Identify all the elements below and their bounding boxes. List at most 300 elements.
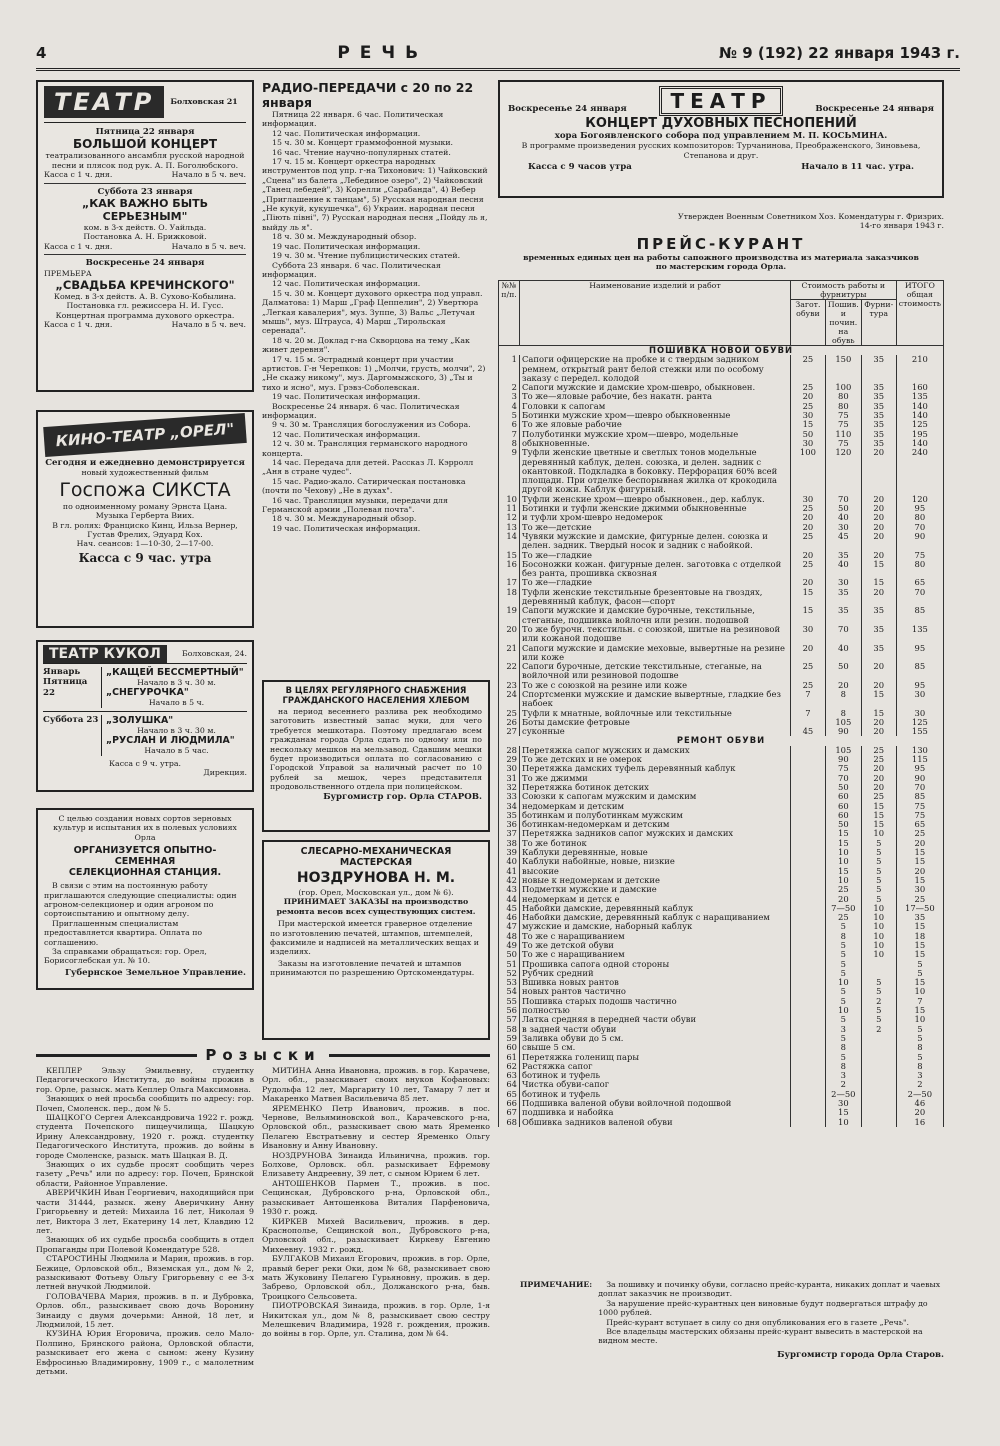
- row-posh: 50: [825, 820, 861, 829]
- film-title: Госпожа СИКСТА: [59, 478, 231, 501]
- row-zag: [790, 895, 825, 904]
- row-name: То же ботинок: [520, 839, 791, 848]
- row-name: То же с наращиванием: [520, 932, 791, 941]
- row-furn: 10: [861, 932, 896, 941]
- concert-logo: ТЕАТР: [659, 86, 782, 116]
- fri-date: Пятница 22 января: [95, 127, 195, 137]
- seed-sign: Губернское Земельное Управление.: [65, 967, 246, 978]
- row-total: 3: [896, 1071, 943, 1080]
- row-num: 49: [499, 941, 520, 950]
- row-zag: [790, 922, 825, 931]
- row-name: в задней части обуви: [520, 1025, 791, 1034]
- issue-line: № 9 (192) 22 января 1943 г.: [719, 44, 960, 62]
- radio-item: Суббота 23 января. 6 час. Политическая информация.: [262, 260, 441, 279]
- price-table: [498, 280, 944, 1127]
- row-num: 17: [499, 578, 520, 587]
- row-name: высокие: [520, 867, 791, 876]
- row-posh: 35: [825, 588, 861, 607]
- page-number: 4: [36, 44, 47, 62]
- row-posh: 5: [825, 1034, 861, 1043]
- radio-item: 15 ч. 30 м. Концерт духового оркестра под управл. Далматова: 1) Марш „Граф Цеппелин", 2) Увертюра „Легкая кавалерия", муз. Зуппе, 3) Вальс „Летучая мышь", муз. Штрауса, 4) Марш „Тирольская серенада".: [262, 288, 483, 336]
- row-zag: 30: [790, 411, 825, 420]
- th-total: ИТОГО общая стоимость: [896, 281, 943, 346]
- row-name: свыше 5 см.: [520, 1043, 791, 1052]
- sun-premiere: ПРЕМЬЕРА: [44, 268, 92, 278]
- row-num: 18: [499, 588, 520, 607]
- row-num: 20: [499, 625, 520, 644]
- row-name: Сапоги мужские и дамские меховые, вывертные на резине или коже: [520, 644, 791, 663]
- row-furn: [861, 1062, 896, 1071]
- row-num: 13: [499, 523, 520, 532]
- row-posh: 70: [825, 774, 861, 783]
- radio-title: РАДИО-ПЕРЕДАЧИ с 20 по 22 января: [262, 80, 474, 110]
- row-total: 135: [896, 392, 943, 401]
- mechanic-line1: СЛЕСАРНО-МЕХАНИЧЕСКАЯ МАСТЕРСКАЯ: [300, 846, 452, 868]
- price-notes: [520, 1280, 944, 1360]
- row-name: То же—гладкие: [520, 578, 791, 587]
- row-zag: 7: [790, 690, 825, 709]
- price-row: [499, 532, 944, 551]
- row-furn: 20: [861, 551, 896, 560]
- row-furn: 15: [861, 811, 896, 820]
- price-note: Все владельцы мастерских обязаны прейс-курант вывесить в мастерской на видном месте.: [598, 1327, 923, 1346]
- row-furn: 20: [861, 523, 896, 532]
- row-posh: 5: [825, 960, 861, 969]
- price-row: [499, 560, 944, 579]
- price-row: [499, 662, 944, 681]
- row-total: 18: [896, 932, 943, 941]
- row-name: Вшивка новых рантов: [520, 978, 791, 987]
- wanted-item: ПИОТРОВСКАЯ Зинаида, прожив. в гор. Орле, 1-я Никитская ул., дом № 8, разыскивает свою сестру Мелешкевич Владимира, 1928 г. рождения, прожив. до войны в гор. Орле, ул. Сталина, дом № 64.: [262, 1301, 490, 1339]
- row-zag: 30: [790, 625, 825, 644]
- row-total: 8: [896, 1062, 943, 1071]
- row-posh: 2—50: [825, 1090, 861, 1099]
- row-num: 46: [499, 913, 520, 922]
- row-total: 120: [896, 495, 943, 504]
- row-total: 20: [896, 1108, 943, 1117]
- row-furn: 5: [861, 885, 896, 894]
- row-total: 70: [896, 523, 943, 532]
- row-name: Чистка обуви-сапог: [520, 1080, 791, 1089]
- puppet-day: Январь Пятница 22: [43, 667, 88, 698]
- radio-item: 9 ч. 30 м. Трансляция богослужения из Собора.: [272, 420, 471, 430]
- row-zag: [790, 1034, 825, 1043]
- row-zag: [790, 978, 825, 987]
- row-total: 90: [896, 532, 943, 551]
- row-posh: 30: [825, 1099, 861, 1108]
- row-total: 140: [896, 439, 943, 448]
- row-furn: [861, 960, 896, 969]
- row-furn: 2: [861, 1025, 896, 1034]
- wanted-item: Знающих о их судьбе просят сообщить через газету „Речь" или по адресу: гор. Почеп, Брянской области, Районное Управление.: [36, 1160, 254, 1188]
- row-zag: [790, 774, 825, 783]
- row-zag: 100: [790, 448, 825, 494]
- row-furn: 35: [861, 411, 896, 420]
- row-name: Полуботинки мужские хром—шевро, модельные: [520, 430, 791, 439]
- row-num: 10: [499, 495, 520, 504]
- row-furn: 35: [861, 355, 896, 383]
- radio-item: 19 ч. 30 м. Чтение публицистических статей.: [272, 251, 461, 261]
- cinema-desc1: по одноименному роману Эрнста Цана.: [62, 501, 228, 511]
- row-num: 58: [499, 1025, 520, 1034]
- puppet-shows: [101, 715, 247, 756]
- row-posh: 50: [825, 783, 861, 792]
- row-furn: 20: [861, 774, 896, 783]
- row-zag: 20: [790, 513, 825, 522]
- row-furn: 15: [861, 820, 896, 829]
- row-posh: 10: [825, 1006, 861, 1015]
- row-num: 41: [499, 867, 520, 876]
- row-zag: [790, 867, 825, 876]
- row-furn: 10: [861, 904, 896, 913]
- row-zag: [790, 1080, 825, 1089]
- sun-cash: Касса с 1 ч. дня.: [44, 320, 113, 330]
- row-num: 21: [499, 644, 520, 663]
- row-furn: 10: [861, 950, 896, 959]
- fri-start: Начало в 5 ч. веч.: [171, 170, 246, 180]
- puppet-theatre-ad: [36, 640, 254, 792]
- row-zag: 25: [790, 532, 825, 551]
- row-name: ботинок и туфель: [520, 1071, 791, 1080]
- row-name: Босоножки кожан. фигурные делен. заготовка с отделкой без ранта, прошивка сквозная: [520, 560, 791, 579]
- row-zag: [790, 904, 825, 913]
- row-total: 130: [896, 746, 943, 755]
- row-name: суконные: [520, 727, 791, 736]
- row-posh: 60: [825, 811, 861, 820]
- row-posh: 30: [825, 523, 861, 532]
- row-furn: 20: [861, 513, 896, 522]
- row-name: Обшивка задников валеной обуви: [520, 1118, 791, 1127]
- row-zag: [790, 755, 825, 764]
- mechanic-addr: (гор. Орел, Московская ул., дом № 6).: [298, 888, 454, 897]
- row-name: То же—яловые рабочие, без накатн. ранта: [520, 392, 791, 401]
- price-section-title: РЕМОНТ ОБУВИ: [499, 736, 944, 745]
- seed-p1: В связи с этим на постоянную работу приглашаются следующие специалисты: один агроном-селекционер и один агроном по сортоиспытанию и опытному делу.: [44, 881, 237, 919]
- bread-sign: Бургомистр гор. Орла СТАРОВ.: [323, 791, 482, 802]
- price-row: [499, 448, 944, 494]
- row-furn: 20: [861, 783, 896, 792]
- row-total: 30: [896, 690, 943, 709]
- row-posh: 110: [825, 430, 861, 439]
- price-row: [499, 690, 944, 709]
- row-furn: 15: [861, 560, 896, 579]
- row-zag: [790, 987, 825, 996]
- row-posh: 10: [825, 876, 861, 885]
- row-name: Пошивка старых подошв частично: [520, 997, 791, 1006]
- row-num: 55: [499, 997, 520, 1006]
- row-num: 43: [499, 885, 520, 894]
- row-posh: 40: [825, 513, 861, 522]
- row-name: Сапоги мужские и дамские хром-шевро, обыкновен.: [520, 383, 791, 392]
- row-num: 27: [499, 727, 520, 736]
- concert-left-date: Воскресенье 24 января: [508, 104, 627, 114]
- row-posh: 40: [825, 644, 861, 663]
- row-furn: 15: [861, 578, 896, 587]
- price-row: [499, 1118, 944, 1127]
- row-furn: 20: [861, 504, 896, 513]
- row-num: 65: [499, 1090, 520, 1099]
- wanted-item: АВЕРИЧКИН Иван Георгиевич, находящийся при части 31444, разыск. жену Аверичкину Анну Григорьевну и детей: Михаила 16 лет, Николая 9 лет, Виктора 3 лет, Екатерину 14 лет, Клавдию 12 лет.: [36, 1188, 254, 1235]
- row-num: 31: [499, 774, 520, 783]
- row-num: 24: [499, 690, 520, 709]
- theatre-address: Болховская 21: [170, 97, 238, 107]
- row-name: Ботинки мужские хром—шевро обыкновенные: [520, 411, 791, 420]
- row-zag: [790, 746, 825, 755]
- row-num: 33: [499, 792, 520, 801]
- sat-title: „КАК ВАЖНО БЫТЬ СЕРЬЕЗНЫМ": [82, 197, 208, 224]
- price-approved: Утвержден Военным Советником Хоз. Комендатуры г. Фризрих.: [678, 212, 944, 221]
- price-section-title: ПОШИВКА НОВОЙ ОБУВИ: [499, 346, 944, 356]
- row-posh: 50: [825, 504, 861, 513]
- row-total: 17—50: [896, 904, 943, 913]
- row-total: 15: [896, 941, 943, 950]
- row-furn: [861, 1043, 896, 1052]
- wanted-item: Знающих о ней просьба сообщить по адресу: гор. Почеп, Смоленск. пер., дом № 5.: [36, 1094, 254, 1113]
- price-table-wrap: [498, 280, 944, 1270]
- puppet-show-time: Начало в 3 ч. 30 м.: [137, 678, 216, 687]
- row-furn: [861, 1080, 896, 1089]
- radio-item: 12 час. Политическая информация.: [272, 429, 421, 439]
- row-furn: 5: [861, 848, 896, 857]
- radio-item: Пятница 22 января. 6 час. Политическая информация.: [262, 110, 444, 129]
- row-zag: [790, 848, 825, 857]
- puppet-show-time: Начало в 3 ч. 30 м.: [137, 725, 216, 735]
- masthead: [36, 38, 960, 71]
- row-zag: [790, 783, 825, 792]
- price-row: [499, 606, 944, 625]
- row-furn: [861, 1071, 896, 1080]
- row-num: 12: [499, 513, 520, 522]
- row-posh: 80: [825, 402, 861, 411]
- row-zag: [790, 913, 825, 922]
- mechanic-p2: Заказы на изготовление печатей и штампов принимаются по разрешению Ортскомендатуры.: [270, 958, 475, 978]
- row-name: новые к недомеркам и детские: [520, 876, 791, 885]
- row-name: То же детских и не омерок: [520, 755, 791, 764]
- row-num: 32: [499, 783, 520, 792]
- row-zag: [790, 1015, 825, 1024]
- row-zag: 15: [790, 606, 825, 625]
- row-num: 29: [499, 755, 520, 764]
- wanted-item: ЯРЕМЕНКО Петр Иванович, прожив. в пос. Чернове, Вельяминовской вол., Карачевского р-на, Орловской обл., разыскивает свою мать Яременко Пелагею Евстратьевну и сестер Яременко Ольгу Ивановну и Анну Ивановну.: [262, 1103, 490, 1151]
- row-name: мужские и дамские, наборный каблук: [520, 922, 791, 931]
- sun-title: „СВАДЬБА КРЕЧИНСКОГО": [55, 278, 235, 293]
- row-name: ботинкам-недомеркам и детским: [520, 820, 791, 829]
- row-zag: [790, 1043, 825, 1052]
- row-name: Боты дамские фетровые: [520, 718, 791, 727]
- row-zag: 20: [790, 644, 825, 663]
- row-name: полностью: [520, 1006, 791, 1015]
- row-zag: [790, 950, 825, 959]
- row-num: 61: [499, 1053, 520, 1062]
- row-num: 68: [499, 1118, 520, 1127]
- row-num: 3: [499, 392, 520, 401]
- cinema-sessions: Нач. сеансов: 1—10-30, 2—17-00.: [76, 539, 214, 549]
- row-posh: 90: [825, 727, 861, 736]
- concert-right-date: Воскресенье 24 января: [815, 104, 934, 114]
- price-note: Прейс-курант вступает в силу со дня опубликования его в газете „Речь".: [606, 1317, 910, 1327]
- row-name: Каблуки набойные, новые, низкие: [520, 857, 791, 866]
- row-name: Набойки дамские, деревянный каблук с наращиванием: [520, 913, 791, 922]
- row-furn: 20: [861, 764, 896, 773]
- puppet-show-time: Начало в 5 час.: [144, 746, 209, 756]
- row-zag: [790, 829, 825, 838]
- row-posh: 35: [825, 606, 861, 625]
- row-furn: 35: [861, 625, 896, 644]
- cinema-ad: [36, 410, 254, 628]
- row-num: 23: [499, 681, 520, 690]
- radio-item: 15 час. Радио-жало. Сатирическая постановка (почти по Чехову) „Не в духах".: [262, 476, 466, 496]
- row-num: 36: [499, 820, 520, 829]
- row-name: Туфли женские текстильные брезентовые на гвоздях, деревянный каблук, фасон—спорт: [520, 588, 791, 607]
- theatre-logo: ТЕАТР: [44, 86, 164, 118]
- concert-title: КОНЦЕРТ ДУХОВНЫХ ПЕСНОПЕНИЙ: [585, 116, 857, 131]
- row-name: ботинок и туфель: [520, 1090, 791, 1099]
- row-total: 7: [896, 997, 943, 1006]
- row-posh: 75: [825, 439, 861, 448]
- row-posh: 75: [825, 420, 861, 429]
- row-furn: 35: [861, 420, 896, 429]
- wanted-item: КЕПЛЕР Эльзу Эмильевну, студентку Педагогического Института, до войны прожив в гор. Орле, разыск. мать Кеплер Ольга Максимовна.: [36, 1066, 254, 1094]
- wanted-item: Знающих об их судьбе просьба сообщить в отдел Пропаганды при Полевой Комендатуре 528.: [36, 1235, 254, 1254]
- radio-items: [262, 110, 490, 533]
- row-posh: 5: [825, 1015, 861, 1024]
- row-total: 5: [896, 1053, 943, 1062]
- cinema-line2: новый художественный фильм: [81, 468, 209, 478]
- row-total: 30: [896, 885, 943, 894]
- row-zag: 30: [790, 495, 825, 504]
- row-posh: 90: [825, 755, 861, 764]
- bread-text: на период весеннего разлива рек необходимо заготовить известный запас муки, для чего требуется мешкотара. Поэтому предлагаю всем гражданам города Орла сдать по одному или по нескольку мешков на мельзавод. Сдавшим мешки будет производиться оплата по согласованию с Городской Управой за наличный расчет по 10 рублей за мешок, через представителя продовольственного отдела при полицейском.: [270, 707, 482, 792]
- row-num: 8: [499, 439, 520, 448]
- row-num: 60: [499, 1043, 520, 1052]
- row-furn: [861, 1099, 896, 1108]
- row-name: Туфли женские цветные и светлых тонов модельные деревянный каблук, делен. союзка, и делен. задник с окантовкой. Подкладка в боковку. Перфорация 60% всей площади. При отделке беспорывная жилка от крокодила другой кожи. Каблук фигурный.: [520, 448, 791, 494]
- seed-intro: С целью создания новых сортов зерновых культур и испытания их в полевых условиях Орла: [53, 814, 237, 842]
- row-posh: 3: [825, 1025, 861, 1034]
- row-zag: [790, 764, 825, 773]
- row-name: То же джимми: [520, 774, 791, 783]
- row-furn: 10: [861, 922, 896, 931]
- price-note: За пошивку и починку обуви, согласно прейс-куранта, никаких доплат и чаевых доплат заказчик не производит.: [598, 1280, 941, 1299]
- row-num: 62: [499, 1062, 520, 1071]
- row-num: 28: [499, 746, 520, 755]
- row-name: То же бурочн. текстильн. с союзкой, шитые на резиновой или кожаной подошве: [520, 625, 791, 644]
- cinema-logo: КИНО-ТЕАТР „ОРЕЛ": [43, 413, 247, 457]
- row-name: Спортсменки мужские и дамские вывертные, гладкие без набоек: [520, 690, 791, 709]
- puppet-day: Суббота 23: [43, 714, 99, 725]
- row-posh: 5: [825, 922, 861, 931]
- row-furn: [861, 1034, 896, 1043]
- row-name: Подшивка валеной обуви войлочной подошвой: [520, 1099, 791, 1108]
- price-row: [499, 644, 944, 663]
- radio-item: Воскресенье 24 января. 6 час. Политическая информация.: [262, 401, 460, 420]
- radio-item: 16 час. Чтение научно-популярных статей.: [272, 147, 451, 157]
- row-zag: [790, 1025, 825, 1034]
- row-name: Союзки к сапогам мужским и дамским: [520, 792, 791, 801]
- row-zag: [790, 811, 825, 820]
- seed-p2: Приглашенным специалистам предоставляется квартира. Оплата по соглашению.: [44, 918, 203, 947]
- row-name: Рубчик средний: [520, 969, 791, 978]
- row-num: 52: [499, 969, 520, 978]
- price-sign: Бургомистр города Орла Старов.: [777, 1349, 944, 1360]
- row-num: 30: [499, 764, 520, 773]
- row-posh: 40: [825, 560, 861, 579]
- row-num: 53: [499, 978, 520, 987]
- row-total: 30: [896, 709, 943, 718]
- wanted-item: КУЗИНА Юрия Егоровича, прожив. село Мало-Полпино, Брянского района, Орловской области, разыскивает его жена с сыном: жену Кузину Евфросинью Владимировну, 1909 г., с малолетним детьми.: [36, 1329, 254, 1376]
- row-furn: 20: [861, 495, 896, 504]
- sun-desc1: Комед. в 3-х действ. А. В. Сухово-Кобылина.: [53, 292, 237, 302]
- row-num: 66: [499, 1099, 520, 1108]
- row-num: 56: [499, 1006, 520, 1015]
- sun-desc3: Концертная программа духового оркестра.: [55, 310, 235, 320]
- wanted-item: АНТОШЕНКОВ Пармен Т., прожив. в пос. Сещинская, Дубровского р-на, Орловской обл., разыскивает Антошенкова Виталия Парфеновича, 1930 г. рожд.: [262, 1178, 490, 1217]
- row-total: 5: [896, 1034, 943, 1043]
- row-num: 51: [499, 960, 520, 969]
- row-zag: [790, 885, 825, 894]
- row-furn: [861, 1108, 896, 1117]
- mechanic-title: НОЗДРУНОВА Н. М.: [296, 870, 456, 886]
- row-zag: 25: [790, 355, 825, 383]
- row-posh: 25: [825, 885, 861, 894]
- puppet-direction: Дирекция.: [203, 768, 247, 778]
- row-zag: [790, 876, 825, 885]
- row-furn: 35: [861, 402, 896, 411]
- radio-item: 19 час. Политическая информация.: [272, 241, 421, 251]
- row-zag: 20: [790, 578, 825, 587]
- row-posh: 5: [825, 941, 861, 950]
- theatre-ad: [36, 80, 254, 392]
- mechanic-line2: ПРИНИМАЕТ ЗАКАЗЫ на производство ремонта весов всех существующих систем.: [276, 897, 476, 916]
- row-num: 37: [499, 829, 520, 838]
- row-num: 63: [499, 1071, 520, 1080]
- row-zag: 15: [790, 420, 825, 429]
- cinema-line1: Сегодня и ежедневно демонстрируется: [45, 458, 245, 468]
- puppet-show-title: „СНЕГУРОЧКА": [106, 687, 189, 699]
- row-furn: 15: [861, 709, 896, 718]
- price-subtitle: временных единых цен на работы сапожного производства из материала заказчиков по мастерским города Орла.: [523, 252, 919, 272]
- radio-item: 18 ч. 30 м. Международный обзор.: [272, 514, 417, 524]
- row-zag: [790, 997, 825, 1006]
- row-furn: 20: [861, 448, 896, 494]
- row-num: 47: [499, 922, 520, 931]
- row-total: 75: [896, 811, 943, 820]
- row-furn: 35: [861, 439, 896, 448]
- row-furn: 10: [861, 829, 896, 838]
- price-note: За нарушение прейс-курантных цен виновные будут подвергаться штрафу до 1000 рублей.: [598, 1298, 928, 1318]
- row-name: обыкновенные.: [520, 439, 791, 448]
- th-cost: Стоимость работы и фурнитуры: [790, 281, 896, 300]
- row-zag: [790, 802, 825, 811]
- row-furn: 25: [861, 792, 896, 801]
- row-zag: [790, 941, 825, 950]
- row-posh: 10: [825, 848, 861, 857]
- cinema-desc2: Музыка Герберта Виих.: [95, 511, 195, 521]
- wanted-item: ШАЦКОГО Сергея Александровича 1922 г. рожд. студента Почепского пищеучилища, Шацкую Ирину Александровну, 1920 г. рожд. студентку Педагогического Института, прожив. до войны в городе Смоленске, разыск. мать Шацкая В. Д.: [36, 1113, 254, 1160]
- row-posh: 10: [825, 978, 861, 987]
- row-name: Перетяжка дамских туфель деревянный каблук: [520, 764, 791, 773]
- row-name: То же с наращиванием: [520, 950, 791, 959]
- row-posh: 105: [825, 746, 861, 755]
- row-num: 11: [499, 504, 520, 513]
- row-zag: [790, 1090, 825, 1099]
- wanted-left-column: [36, 1066, 254, 1396]
- row-posh: 8: [825, 690, 861, 709]
- row-total: 8: [896, 1043, 943, 1052]
- row-total: 80: [896, 513, 943, 522]
- puppet-row: [43, 711, 247, 759]
- row-name: Каблуки деревянные, новые: [520, 848, 791, 857]
